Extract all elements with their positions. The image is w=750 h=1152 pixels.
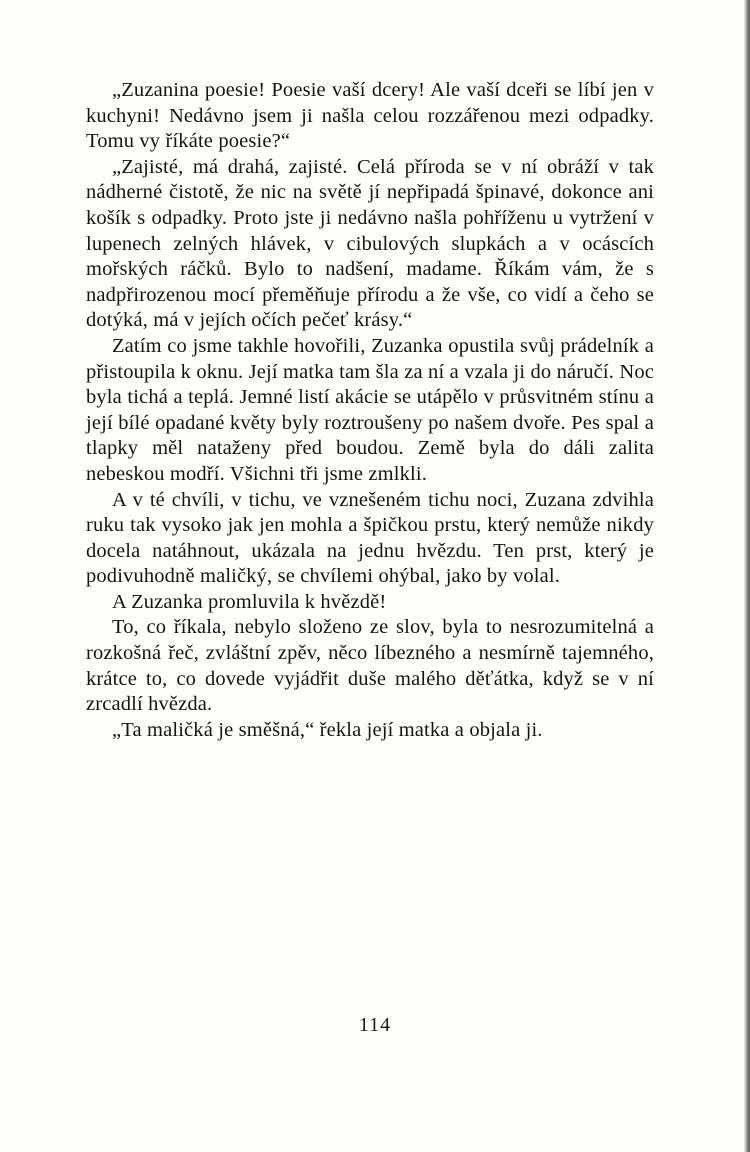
paragraph-2: „Zajisté, má drahá, zajisté. Celá příroda se v ní obráží v tak nádherné čistotě, že nic na světě jí nepřipadá špinavé, dokonce ani košík s odpadky. Proto jste ji nedávno našla pohříženu u vytržení v lupenech zelných hlávek, v cibulových slupkách a v ocáscích mořských ráčků. Bylo to nadšení, madame. Říkám vám, že s nadpřirozenou mocí přeměňuje přírodu a že vše, co vidí a čeho se dotýká, má v jejích očích pečeť krásy.“ <box>86 155 654 332</box>
paragraph-3: Zatím co jsme takhle hovořili, Zuzanka opustila svůj prádelník a přistoupila k oknu. Její matka tam šla za ní a vzala ji do náručí. Noc byla tichá a teplá. Jemné listí akácie se utápělo v průsvitném stínu a její bílé opadané květy byly roztroušeny po našem dvoře. Pes spal a tlapky měl nataženy před boudou. Země byla do dáli zalita nebeskou modří. Všichni tři jsme zmlkli. <box>86 334 654 485</box>
paragraph-7: „Ta maličká je směšná,“ řekla její matka a objala ji. <box>112 718 543 741</box>
paragraph-5: A Zuzanka promluvila k hvězdě! <box>112 590 387 613</box>
page-edge-shadow <box>744 0 750 1152</box>
page-number: 114 <box>358 1014 392 1036</box>
paragraph-1: „Zuzanina poesie! Poesie vaší dcery! Ale vaší dceři se líbí jen v kuchyni! Nedávno jsem ji našla celou rozzářenou mezi odpadky. Tomu vy říkáte poesie?“ <box>86 79 654 153</box>
paragraph-4: A v té chvíli, v tichu, ve vznešeném tichu noci, Zuzana zdvihla ruku tak vysoko jak jen mohla a špičkou prstu, který nemůže nikdy docela natáhnout, ukázala na jednu hvězdu. Ten prst, který je podivuhodně maličký, se chvílemi ohýbal, jako by volal. <box>86 488 654 588</box>
paragraph-6: To, co říkala, nebylo složeno ze slov, byla to nesrozumitelná a rozkošná řeč, zvláštní zpěv, něco líbezného a nesmírně tajemného, krátce to, co dovede vyjádřit duše malého děťátka, když se v ní zrcadlí hvězda. <box>86 616 654 716</box>
body-text <box>86 78 654 743</box>
